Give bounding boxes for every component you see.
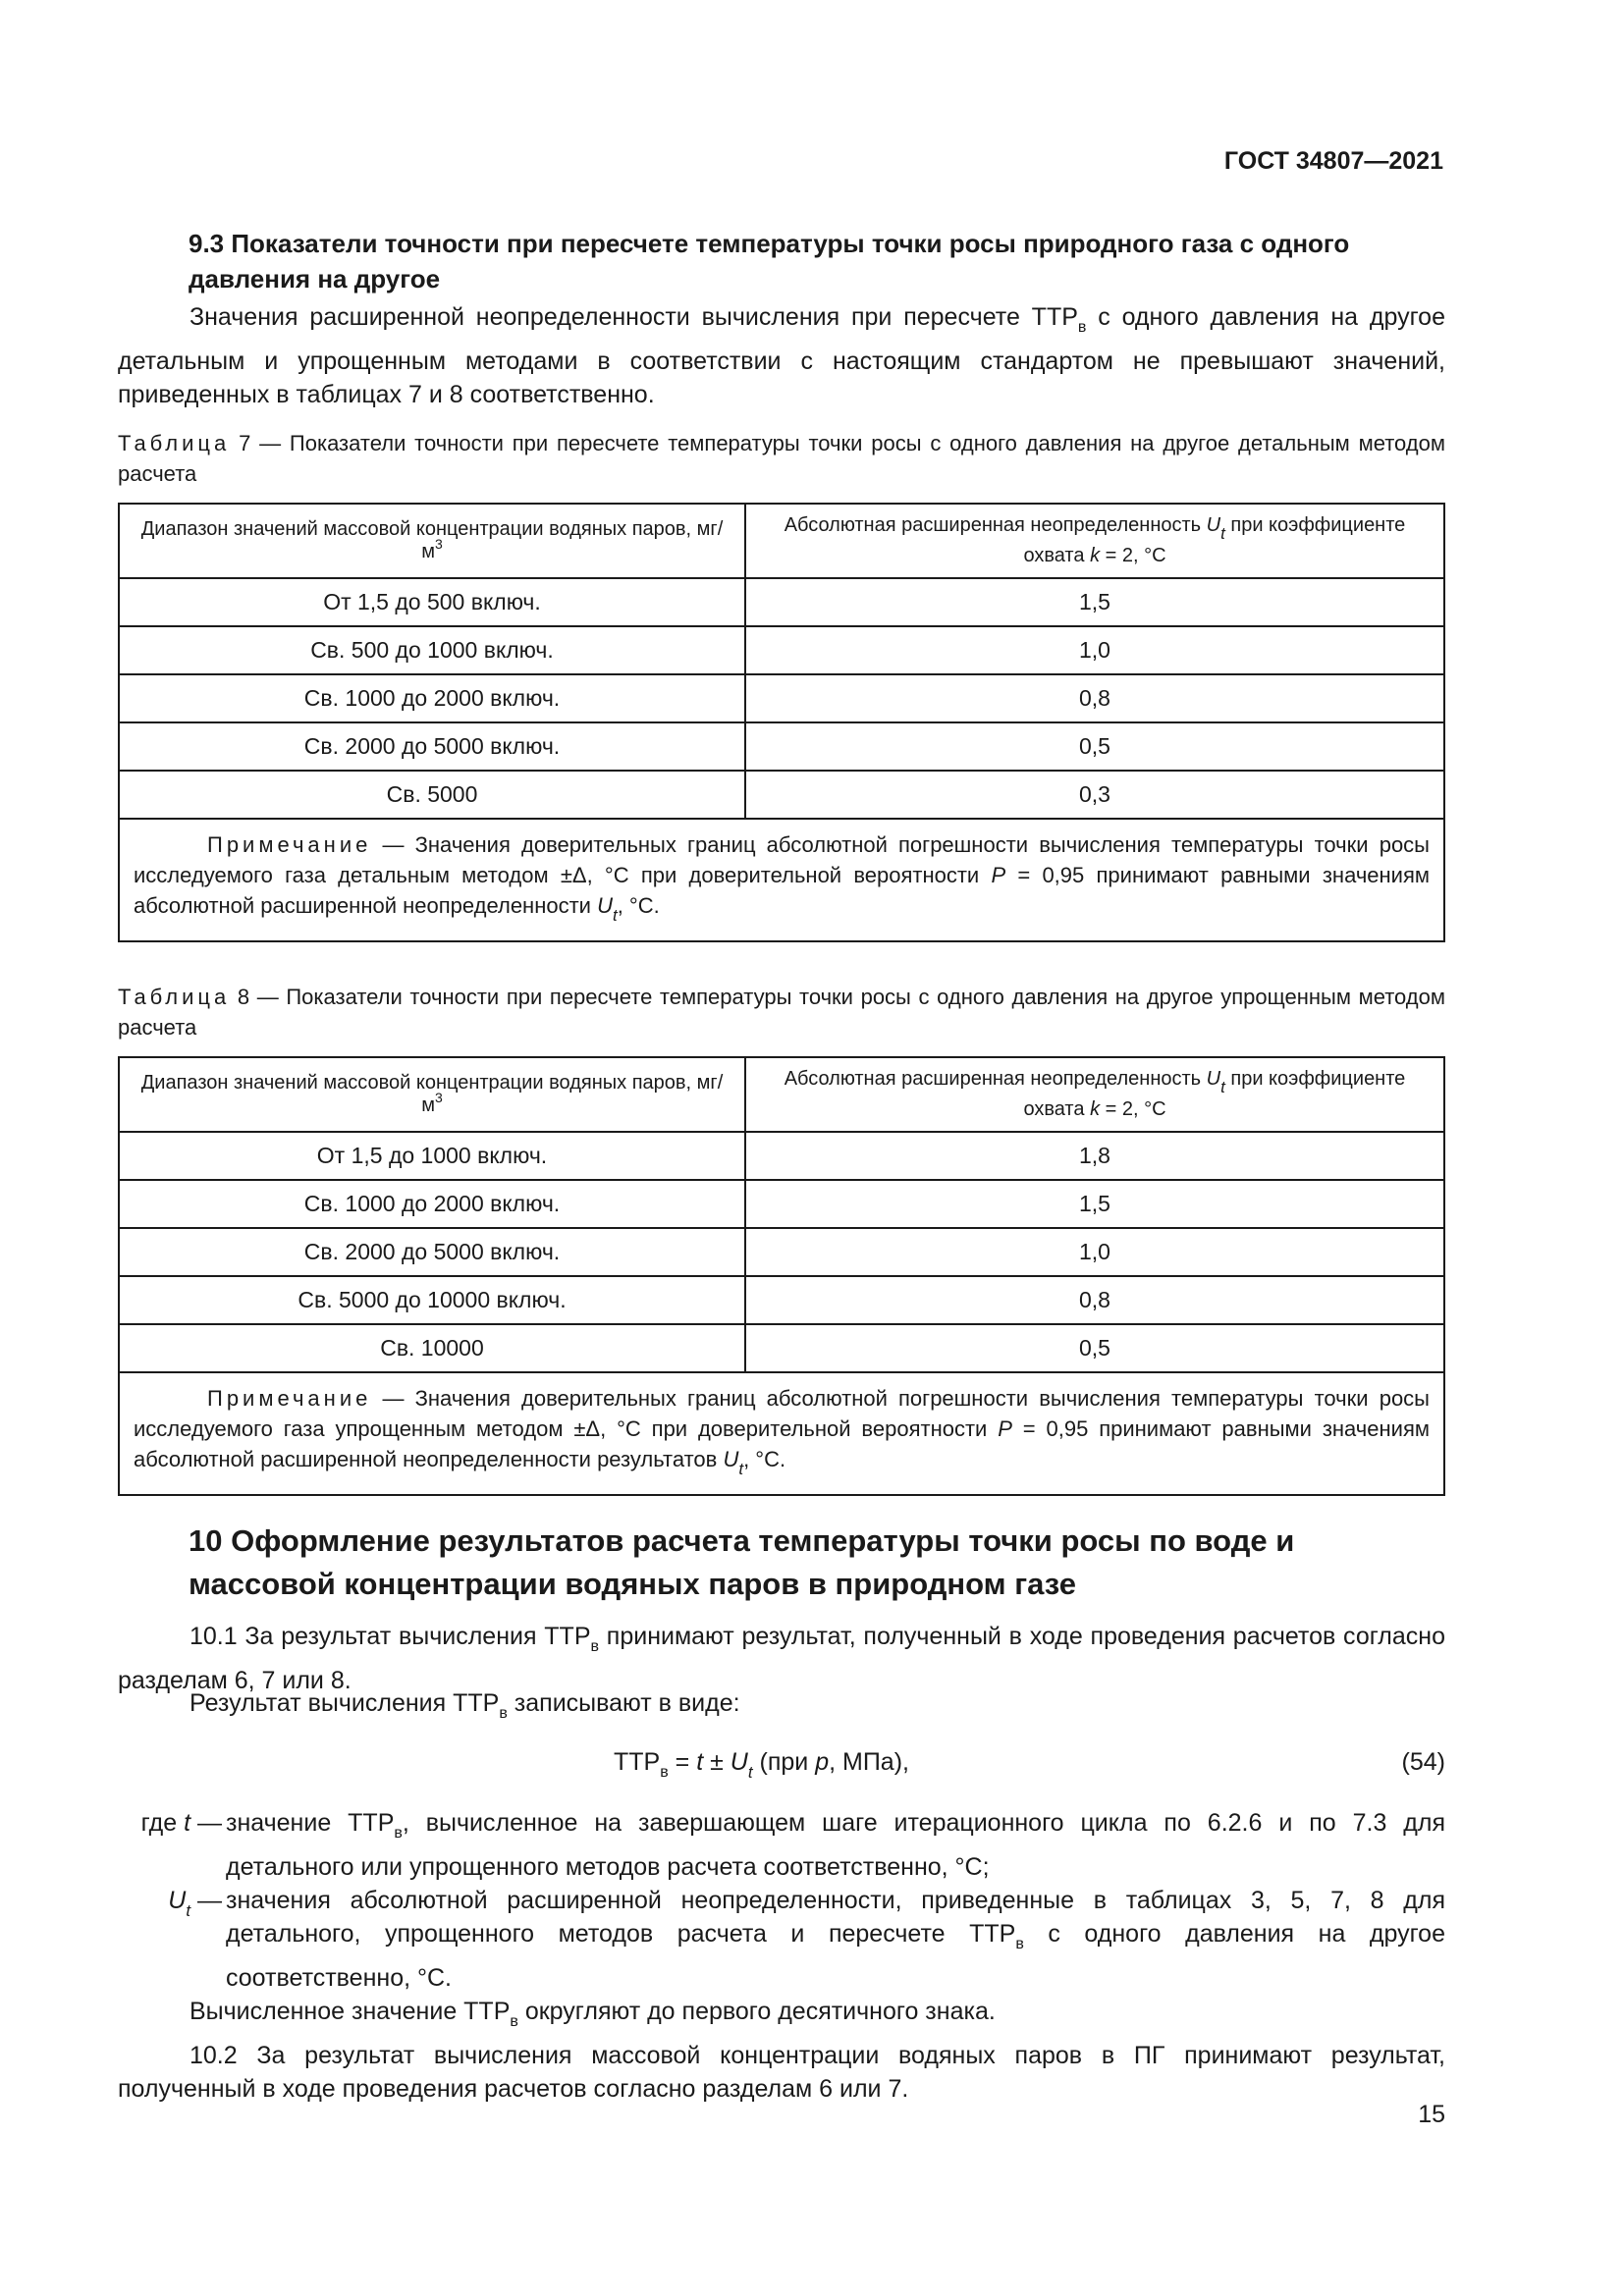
cell-value: 1,5 <box>745 1180 1444 1228</box>
header-uncertainty: Абсолютная расширенная неопределенность $U_t$ при коэффициенте охвата k = 2, °С <box>745 504 1444 578</box>
table-header-row <box>119 504 1444 578</box>
section-9-3-paragraph <box>118 300 1445 411</box>
header-range: Диапазон значений массовой концентрации водяных паров, $мг/м^3$ <box>119 504 745 578</box>
standard-number: ГОСТ 34807—2021 <box>1223 147 1443 175</box>
cell-range: Св. 2000 до 5000 включ. <box>119 1228 745 1276</box>
formula-definitions <box>118 1806 1445 2106</box>
table-8-note: Примечание — Значения доверительных границ абсолютной погрешности вычисления температуры точки росы исследуемого газа упрощенным методом ±Δ, °С при доверительной вероятности P = 0,95 принимают равными значениям абсолютной расширенной неопределенности результатов $U_t$, °С. <box>119 1372 1444 1495</box>
cell-value: 0,3 <box>745 771 1444 819</box>
formula-expression: $ТТР_в = t \pm U_t$ (при p, МПа), <box>614 1748 909 1782</box>
rounding-paragraph: Вычисленное значение $ТТР_в$ округляют до первого десятичного знака. <box>189 1998 996 2030</box>
formula-number: (54) <box>1401 1748 1445 1776</box>
table-8-caption <box>118 982 1445 1042</box>
table-label: Таблица <box>118 431 231 455</box>
table-row <box>119 1276 1444 1324</box>
table-row <box>119 1324 1444 1372</box>
cell-range: Св. 500 до 1000 включ. <box>119 626 745 674</box>
cell-value: 1,8 <box>745 1132 1444 1180</box>
cell-range: От 1,5 до 500 включ. <box>119 578 745 626</box>
cell-range: Св. 2000 до 5000 включ. <box>119 722 745 771</box>
para-text: Значения расширенной неопределенности вычисления при пересчете ТТР <box>189 303 1078 331</box>
table-8 <box>118 1056 1445 1496</box>
cell-range: Св. 1000 до 2000 включ. <box>119 674 745 722</box>
table-7-caption <box>118 428 1445 489</box>
page-number: 15 <box>1418 2101 1445 2128</box>
subscript: в <box>1077 319 1087 336</box>
cell-value: 1,0 <box>745 1228 1444 1276</box>
table-row <box>119 1228 1444 1276</box>
table-row <box>119 578 1444 626</box>
table-7 <box>118 503 1445 942</box>
section-9-3-title: 9.3 Показатели точности при пересчете температуры точки росы природного газа с одного давления на другое <box>189 229 1350 294</box>
caption-text: 8 — Показатели точности при пересчете температуры точки росы с одного давления на другое упрощенным методом расчета <box>118 985 1445 1040</box>
cell-range: От 1,5 до 1000 включ. <box>119 1132 745 1180</box>
cell-range: Св. 1000 до 2000 включ. <box>119 1180 745 1228</box>
cell-value: 0,5 <box>745 722 1444 771</box>
cell-value: 1,5 <box>745 578 1444 626</box>
cell-range: Св. 10000 <box>119 1324 745 1372</box>
cell-range: Св. 5000 <box>119 771 745 819</box>
cell-value: 0,5 <box>745 1324 1444 1372</box>
cell-value: 0,8 <box>745 674 1444 722</box>
table-7-note: Примечание — Значения доверительных границ абсолютной погрешности вычисления температуры точки росы исследуемого газа детальным методом ±Δ, °С при доверительной вероятности P = 0,95 принимают равными значениям абсолютной расширенной неопределенности $U_t$, °С. <box>119 819 1444 941</box>
paragraph-10-1: 10.1 За результат вычисления $ТТР_в$ принимают результат, полученный в ходе проведения расчетов согласно разделам 6, 7 или 8. <box>118 1623 1445 1694</box>
definition-t: где t — значение $ТТР_в$, вычисленное на завершающем шаге итерационного цикла по 6.2.6 и по 7.3 для детального или упрощенного методов расчета соответственно, °С; <box>118 1806 1445 1884</box>
table-row <box>119 1180 1444 1228</box>
section-10-title: 10 Оформление результатов расчета температуры точки росы по воде и массовой концентрации водяных паров в природном газе <box>189 1523 1295 1601</box>
header-range: Диапазон значений массовой концентрации водяных паров, $мг/м^3$ <box>119 1057 745 1132</box>
table-row <box>119 722 1444 771</box>
table-row <box>119 674 1444 722</box>
table-row <box>119 626 1444 674</box>
definition-term: $U_t$ — <box>168 1887 222 1920</box>
definition-term: где t — <box>140 1809 222 1837</box>
table-label: Таблица <box>118 985 231 1009</box>
table-header-row <box>119 1057 1444 1132</box>
definition-ut: $U_t$ — значения абсолютной расширенной неопределенности, приведенные в таблицах 3, 5, 7, 8 для детального, упрощенного методов расчета и пересчете $ТТР_в$ с одного давления на другое соответственно, °С. <box>118 1884 1445 1995</box>
cell-value: 0,8 <box>745 1276 1444 1324</box>
header-uncertainty: Абсолютная расширенная неопределенность $U_t$ при коэффициенте охвата k = 2, °С <box>745 1057 1444 1132</box>
result-format-paragraph: Результат вычисления $ТТР_в$ записывают в виде: <box>189 1689 740 1722</box>
cell-range: Св. 5000 до 10000 включ. <box>119 1276 745 1324</box>
caption-text: 7 — Показатели точности при пересчете температуры точки росы с одного давления на другое детальным методом расчета <box>118 431 1445 486</box>
table-row <box>119 1132 1444 1180</box>
table-row <box>119 771 1444 819</box>
cell-value: 1,0 <box>745 626 1444 674</box>
table-note-row <box>119 819 1444 941</box>
para-text: с одного давления на другое детальным и упрощенным методами в соответствии с настоящим стандартом не превышают значений, приведенных в таблицах 7 и 8 соответственно. <box>118 303 1445 408</box>
table-note-row <box>119 1372 1444 1495</box>
paragraph-10-2: 10.2 За результат вычисления массовой концентрации водяных паров в ПГ принимают результат, полученный в ходе проведения расчетов согласно разделам 6 или 7. <box>118 2042 1445 2103</box>
